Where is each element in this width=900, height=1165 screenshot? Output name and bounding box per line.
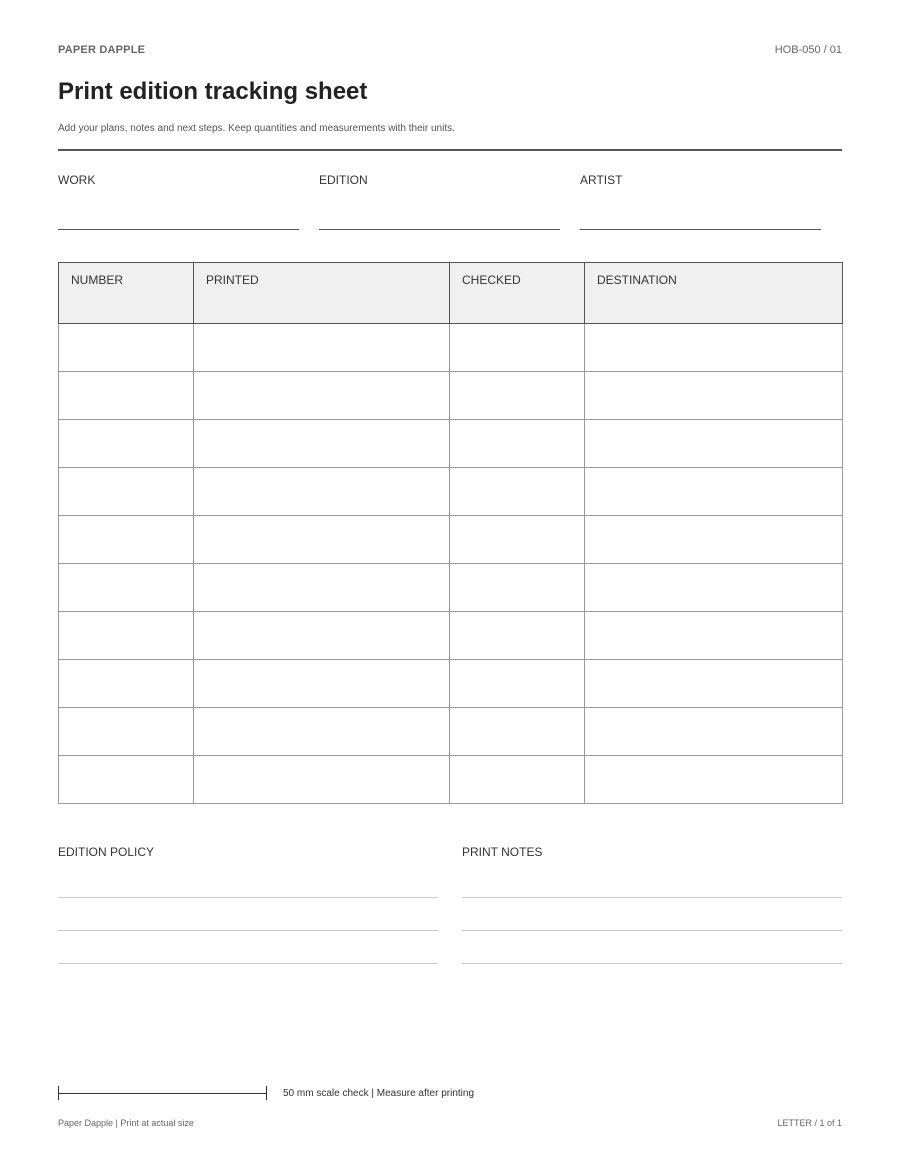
table-cell-number[interactable] bbox=[59, 756, 194, 804]
table-row bbox=[59, 324, 843, 372]
table-cell-destination[interactable] bbox=[585, 468, 843, 516]
table-cell-destination[interactable] bbox=[585, 708, 843, 756]
table-cell-destination[interactable] bbox=[585, 516, 843, 564]
table-cell-checked[interactable] bbox=[450, 420, 585, 468]
column-header-destination: DESTINATION bbox=[585, 263, 843, 324]
table-cell-printed[interactable] bbox=[194, 660, 450, 708]
page-subtitle: Add your plans, notes and next steps. Keep quantities and measurements with their units. bbox=[58, 123, 455, 134]
scale-check-text: 50 mm scale check | Measure after printing bbox=[283, 1088, 475, 1099]
table-row bbox=[59, 516, 843, 564]
table-cell-checked[interactable] bbox=[450, 372, 585, 420]
table-cell-printed[interactable] bbox=[194, 468, 450, 516]
footer-left: Paper Dapple | Print at actual size bbox=[58, 1118, 194, 1128]
tracking-table-grid bbox=[58, 262, 843, 804]
artist-field[interactable] bbox=[580, 229, 821, 230]
table-cell-checked[interactable] bbox=[450, 324, 585, 372]
table-cell-checked[interactable] bbox=[450, 612, 585, 660]
footer-page-info: LETTER / 1 of 1 bbox=[777, 1118, 842, 1128]
edition-label: EDITION bbox=[319, 173, 368, 187]
edition-policy-line[interactable] bbox=[58, 897, 438, 898]
table-row bbox=[59, 660, 843, 708]
table-cell-number[interactable] bbox=[59, 324, 194, 372]
document-id: HOB-050 / 01 bbox=[774, 44, 842, 56]
table-row bbox=[59, 708, 843, 756]
table-cell-printed[interactable] bbox=[194, 564, 450, 612]
column-header-printed: PRINTED bbox=[194, 263, 450, 324]
table-cell-destination[interactable] bbox=[585, 420, 843, 468]
title-divider bbox=[58, 149, 842, 151]
table-cell-checked[interactable] bbox=[450, 516, 585, 564]
table-cell-number[interactable] bbox=[59, 564, 194, 612]
table-header-row bbox=[59, 263, 843, 324]
brand-name: PAPER DAPPLE bbox=[58, 44, 146, 56]
scale-bar-line bbox=[58, 1093, 267, 1094]
table-cell-number[interactable] bbox=[59, 420, 194, 468]
table-cell-destination[interactable] bbox=[585, 564, 843, 612]
edition-field[interactable] bbox=[319, 229, 560, 230]
column-header-number: NUMBER bbox=[59, 263, 194, 324]
work-field[interactable] bbox=[58, 229, 299, 230]
edition-policy-line[interactable] bbox=[58, 963, 438, 964]
scale-bar-tick-end bbox=[266, 1086, 267, 1100]
edition-policy-label: EDITION POLICY bbox=[58, 845, 155, 859]
table-cell-number[interactable] bbox=[59, 372, 194, 420]
page-title: Print edition tracking sheet bbox=[58, 78, 368, 105]
print-notes-label: PRINT NOTES bbox=[462, 845, 543, 859]
table-cell-printed[interactable] bbox=[194, 756, 450, 804]
table-cell-printed[interactable] bbox=[194, 612, 450, 660]
table-cell-checked[interactable] bbox=[450, 564, 585, 612]
table-cell-number[interactable] bbox=[59, 468, 194, 516]
table-cell-number[interactable] bbox=[59, 516, 194, 564]
table-cell-destination[interactable] bbox=[585, 324, 843, 372]
print-notes-line[interactable] bbox=[462, 897, 842, 898]
table-cell-printed[interactable] bbox=[194, 516, 450, 564]
table-cell-checked[interactable] bbox=[450, 468, 585, 516]
table-row bbox=[59, 372, 843, 420]
table-cell-printed[interactable] bbox=[194, 708, 450, 756]
work-label: WORK bbox=[58, 173, 96, 187]
edition-policy-line[interactable] bbox=[58, 930, 438, 931]
table-cell-number[interactable] bbox=[59, 660, 194, 708]
scale-bar bbox=[58, 1086, 267, 1100]
print-notes-line[interactable] bbox=[462, 963, 842, 964]
tracking-table bbox=[58, 262, 842, 804]
column-header-checked: CHECKED bbox=[450, 263, 585, 324]
scale-bar-tick-start bbox=[58, 1086, 59, 1100]
table-cell-number[interactable] bbox=[59, 708, 194, 756]
table-cell-number[interactable] bbox=[59, 612, 194, 660]
table-cell-checked[interactable] bbox=[450, 660, 585, 708]
table-cell-destination[interactable] bbox=[585, 612, 843, 660]
table-cell-printed[interactable] bbox=[194, 372, 450, 420]
table-cell-checked[interactable] bbox=[450, 708, 585, 756]
table-cell-destination[interactable] bbox=[585, 372, 843, 420]
artist-label: ARTIST bbox=[580, 173, 623, 187]
table-row bbox=[59, 756, 843, 804]
table-cell-printed[interactable] bbox=[194, 420, 450, 468]
table-row bbox=[59, 420, 843, 468]
table-cell-checked[interactable] bbox=[450, 756, 585, 804]
table-row bbox=[59, 564, 843, 612]
table-cell-printed[interactable] bbox=[194, 324, 450, 372]
table-cell-destination[interactable] bbox=[585, 756, 843, 804]
table-cell-destination[interactable] bbox=[585, 660, 843, 708]
table-row bbox=[59, 468, 843, 516]
table-row bbox=[59, 612, 843, 660]
print-notes-line[interactable] bbox=[462, 930, 842, 931]
